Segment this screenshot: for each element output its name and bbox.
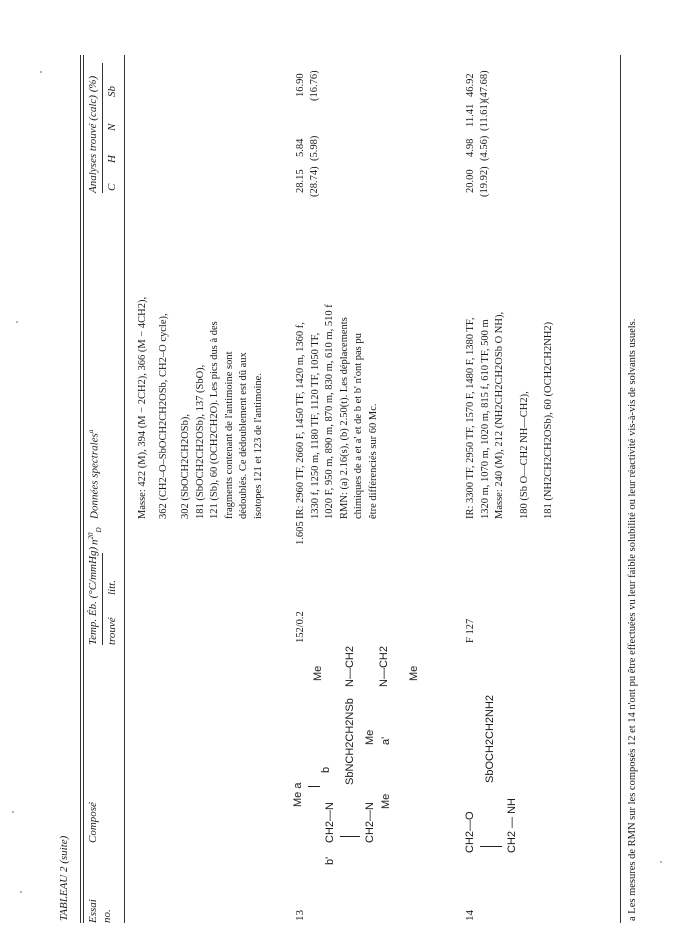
row13-temp: 152/0.2 bbox=[295, 611, 306, 643]
row13-b-prime: b' bbox=[324, 856, 336, 865]
row13-h-calc: (5.98) bbox=[309, 135, 320, 161]
header-donnees-sup: a bbox=[87, 429, 95, 434]
header-donnees bbox=[87, 430, 101, 519]
row13-ring-bond-left bbox=[340, 836, 360, 837]
header-h: H bbox=[106, 155, 118, 163]
row13-ring-left-top: CH2—N bbox=[324, 802, 336, 843]
table-title: TABLEAU 2 (suite) bbox=[58, 835, 70, 921]
row14-spectral bbox=[464, 312, 557, 519]
row14-right: SbOCH2CH2NH2 bbox=[484, 694, 496, 783]
row14-line-3 bbox=[508, 312, 518, 519]
temp-subrule bbox=[102, 553, 103, 645]
row13-compound bbox=[290, 646, 440, 873]
row13-line-4: chimiques de a et a' et de b et b' n'ont pas pu bbox=[353, 333, 364, 519]
row14-line-1: 1320 m, 1070 m, 1020 m, 815 f, 610 TF, 500 m bbox=[479, 319, 491, 519]
scan-speck bbox=[12, 811, 14, 813]
row14-line-4: 180 (Sb O—CH2 NH—CH2), bbox=[518, 391, 530, 519]
scan-speck bbox=[40, 71, 42, 73]
header-temp: Temp. Éb. (°C/mmHg) bbox=[87, 546, 99, 645]
row13-bond-me bbox=[308, 786, 320, 787]
row13-c-calc: (28.74) bbox=[309, 166, 320, 197]
row14-h-calc: (4.56) bbox=[479, 135, 490, 161]
row13-sb: 16.90 bbox=[295, 73, 306, 97]
header-litt: litt. bbox=[106, 580, 118, 595]
row14-temp: F 127 bbox=[465, 618, 476, 643]
row14-n: 11.41 bbox=[465, 103, 476, 127]
row14-line-6: 181 (NH2CH2CH2OSb), 60 (OCH2CH2NH2) bbox=[543, 321, 554, 519]
top-rule-1 bbox=[80, 55, 81, 923]
row13-line-5: être différenciés sur 60 Mc. bbox=[367, 403, 379, 519]
header-c: C bbox=[106, 183, 118, 191]
row13-line-1: 1330 f, 1250 m, 1180 TF, 1120 TF, 1050 TF, bbox=[309, 332, 321, 519]
row13-me-left: Me bbox=[364, 729, 376, 745]
row13-line-2: 1020 F, 950 m, 890 m, 870 m, 830 m, 610 m, 510 f bbox=[324, 304, 335, 519]
row13-ring-left-bottom: CH2—N bbox=[364, 802, 376, 843]
row13-me-bottom: Me bbox=[380, 793, 392, 809]
row14-top: CH2—O bbox=[464, 811, 476, 853]
row14-sb: 46.92 bbox=[465, 73, 476, 97]
row14-line-2: Masse: 240 (M), 212 (NH2CH2CH2OSb O NH), bbox=[494, 311, 505, 519]
scan-speck bbox=[660, 861, 662, 863]
header-nd bbox=[87, 527, 103, 545]
header-nd-n: n bbox=[88, 539, 101, 545]
row14-c: 20.00 bbox=[465, 169, 476, 193]
row13-ring-right-bottom: N—CH2 bbox=[378, 646, 390, 687]
row13-h: 5.84 bbox=[295, 138, 306, 157]
row12-line-5: 181 (SbOCH2CH2OSb), 137 (SbO), bbox=[194, 364, 206, 519]
row12-line-3 bbox=[171, 297, 179, 519]
header-n: N bbox=[106, 123, 118, 131]
row13-essai: 13 bbox=[294, 910, 306, 921]
row12-line-4: 302 (SbOCH2CH2OSb), bbox=[180, 413, 191, 519]
row13-center: SbNCH2CH2NSb bbox=[344, 698, 356, 785]
row14-line-0: IR: 3300 TF, 2950 TF, 1570 F, 1480 F, 1380 TF, bbox=[465, 317, 476, 519]
row13-b: b bbox=[320, 766, 332, 773]
row14-h: 4.98 bbox=[465, 138, 476, 157]
row13-sb-calc: (16.76) bbox=[309, 70, 320, 101]
row13-me-right-top: Me bbox=[312, 665, 324, 681]
row14-c-calc: (19.92) bbox=[479, 166, 490, 197]
row13-me-a: Me a bbox=[292, 782, 304, 807]
scan-speck bbox=[16, 321, 18, 323]
row13-line-3: RMN: (a) 2.16(s), (b) 2.50(t). Les déplacements bbox=[338, 317, 350, 519]
header-trouve: trouvé bbox=[106, 617, 118, 645]
row14-compound bbox=[458, 653, 548, 873]
row12-line-8: dédoublés. Ce dédoublement est dû aux bbox=[238, 352, 249, 519]
footnote: a Les mesures de RMN sur les composés 12 et 14 n'ont pu être effectuées vu leur faible solubilité ou leur réactivité vis-à-vis de solvants usuels. bbox=[627, 318, 638, 921]
header-essai: Essai bbox=[87, 899, 99, 923]
row14-line-5 bbox=[532, 312, 542, 519]
row12-line-7: fragments contenant de l'antimoine sont bbox=[223, 351, 235, 519]
header-donnees-label: Données spectrales bbox=[88, 433, 101, 519]
row14-sb-calc: (47.68) bbox=[479, 70, 490, 101]
row12-line-0: Masse: 422 (M), 394 (M − 2CH2), 366 (M − 4CH2), bbox=[137, 296, 148, 519]
row13-a-prime: a' bbox=[380, 736, 392, 745]
row13-spectral bbox=[294, 304, 381, 519]
row12-line-9: isotopes 121 et 123 de l'antimoine. bbox=[252, 373, 264, 519]
row14-ring-bond bbox=[480, 846, 502, 847]
bottom-rule bbox=[620, 55, 621, 923]
row14-n-calc: (11.61) bbox=[479, 100, 490, 131]
scan-speck bbox=[20, 891, 22, 893]
top-rule-2 bbox=[83, 55, 84, 923]
row12-spectral bbox=[136, 297, 266, 519]
row13-nd: 1.605 bbox=[295, 521, 306, 545]
header-no: no. bbox=[101, 909, 113, 923]
row13-ring-right-top: N—CH2 bbox=[344, 646, 356, 687]
analyses-subrule bbox=[102, 63, 103, 193]
header-analyses: Analyses trouvé (calc) (%) bbox=[87, 75, 99, 193]
row13-line-0: IR: 2960 TF, 2660 F, 1450 TF, 1420 m, 1360 f, bbox=[295, 322, 306, 519]
header-compose: Composé bbox=[87, 802, 99, 843]
header-nd-sup: 20 bbox=[87, 532, 95, 540]
row12-line-6: 121 (Sb), 60 (OCH2CH2O). Les pics dus à des bbox=[209, 321, 220, 519]
header-bottom-rule bbox=[124, 55, 125, 923]
row13-me-right-bottom: Me bbox=[408, 665, 420, 681]
row13-c: 28.15 bbox=[295, 169, 306, 193]
header-nd-sub: D bbox=[94, 527, 103, 533]
row14-bottom: CH2 — NH bbox=[506, 797, 518, 853]
header-sb: Sb bbox=[106, 86, 118, 97]
row12-line-2: 362 (CH2–O–SbOCH2CH2OSb, CH2–O cycle), bbox=[157, 313, 169, 519]
row14-essai: 14 bbox=[464, 910, 476, 921]
